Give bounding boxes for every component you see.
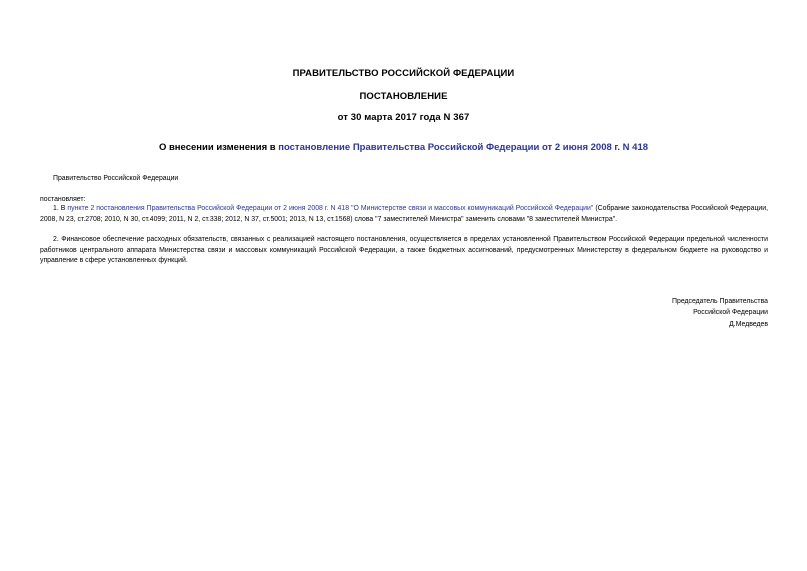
signature-block (672, 296, 768, 330)
resolves-label: постановляет: (40, 196, 86, 203)
document-title (0, 142, 807, 153)
title-prefix: О внесении изменения в (158, 142, 279, 153)
paragraph-1 (40, 204, 768, 225)
paragraph-1-rest: (Собрание законодательства Российской Федерации, 2008, N 23, ст.2708; 2010, N 30, ст.4099; 2011, N 2, ст.338; 2012, N 37, ст.5001; 2013, N 13, ст.1568) слова "7 заместителей Министра" заменить словами "8 заместителей Министра". (40, 205, 768, 223)
title-link[interactable]: постановление Правительства Российской Федерации от 2 июня 2008 г. N 418 (278, 142, 649, 153)
signature-name: Д.Медведев (729, 320, 768, 328)
government-name: Правительство Российской Федерации (53, 175, 179, 182)
government-heading: ПРАВИТЕЛЬСТВО РОССИЙСКОЙ ФЕДЕРАЦИИ (292, 68, 515, 79)
date-number-heading: от 30 марта 2017 года N 367 (337, 112, 470, 123)
document-type-heading: ПОСТАНОВЛЕНИЕ (359, 91, 448, 102)
signature-title-2: Российской Федерации (693, 309, 768, 317)
signature-title: Председатель Правительства (672, 298, 768, 305)
paragraph-1-link[interactable]: пункте 2 постановления Правительства Российской Федерации от 2 июня 2008 г. N 418 "О Министерстве связи и массовых коммуникаций Российской Федерации" (67, 205, 594, 212)
paragraph-2: 2. Финансовое обеспечение расходных обязательств, связанных с реализацией настоящего постановления, осуществляется в пределах установленной Правительством Российской Федерации предельной численности работников центрального аппарата Министерства связи и массовых коммуникаций Российской Федерации, а также бюджетных ассигнований, предусмотренных Министерству в федеральном бюджете на руководство и управление в сфере установленных функций. (40, 236, 768, 264)
paragraph-1-prefix: 1. В (53, 205, 68, 212)
